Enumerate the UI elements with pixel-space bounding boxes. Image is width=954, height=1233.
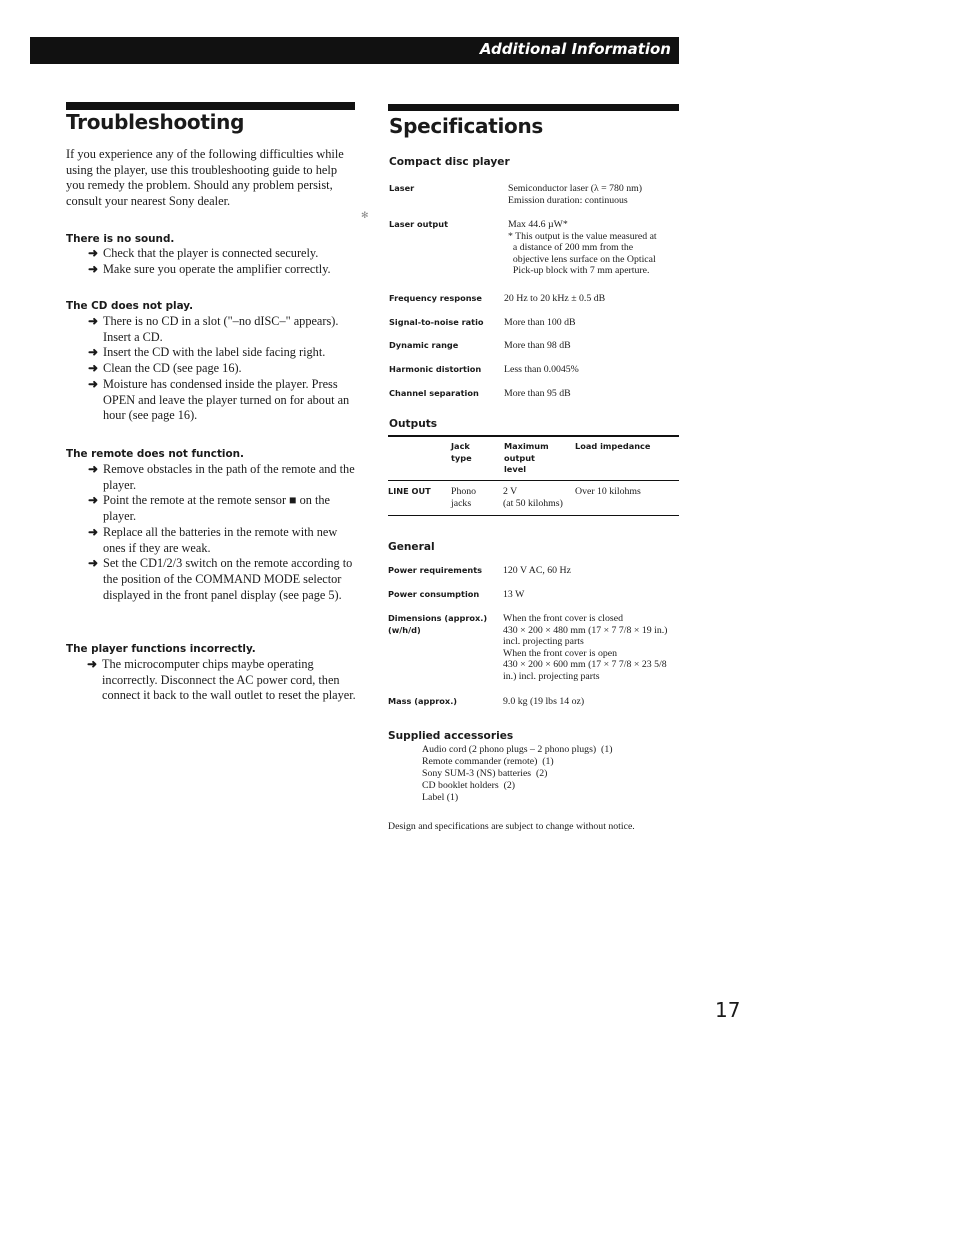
- issue-steps-no-sound: [88, 246, 361, 277]
- arrow-icon: ➜: [88, 462, 99, 476]
- troubleshooting-rule: [66, 102, 355, 110]
- spec-value-snr: More than 100 dB: [504, 317, 576, 328]
- outputs-row-name: LINE OUT: [388, 486, 431, 496]
- cd-player-heading: Compact disc player: [389, 156, 510, 168]
- list-item: ➜ Replace all the batteries in the remote with new ones if they are weak.: [88, 524, 338, 555]
- troubleshooting-intro: If you experience any of the following difficulties while using the player, use this troubleshooting guide to help you remedy the problem. Should any problem persist, consult your nearest Sony dealer.: [66, 147, 344, 208]
- arrow-icon: ➜: [88, 556, 99, 571]
- list-item: ➜ Point the remote at the remote sensor ■ on the player.: [88, 493, 331, 524]
- spec-value-laser: Semiconductor laser (λ = 780 nm) Emission duration: continuous: [508, 183, 643, 206]
- outputs-top-rule: [388, 435, 679, 437]
- outputs-mid-rule: [388, 480, 679, 481]
- section-title: Additional Information: [479, 40, 671, 58]
- issue-heading-functions: The player functions incorrectly.: [66, 643, 256, 655]
- spec-value-dimensions: When the front cover is closed 430 × 200 × 480 mm (17 × 7 7/8 × 19 in.) incl. projecting parts When the front cover is open 430 × 200 × 600 mm (17 × 7 7/8 × 23 5/8 in.) incl. projecting parts: [503, 613, 668, 682]
- list-item: ➜ Set the CD1/2/3 switch on the remote according to the position of the COMMAND MODE selector displayed in the front panel display (see page 5).: [88, 556, 353, 602]
- issue-heading-no-sound: There is no sound.: [66, 233, 175, 245]
- spec-label-power-req: Power requirements: [388, 565, 483, 575]
- specifications-title: Specifications: [389, 114, 544, 138]
- spec-value-harmonic: Less than 0.0045%: [504, 364, 579, 375]
- general-heading: General: [388, 541, 435, 553]
- outputs-bottom-rule: [388, 515, 679, 516]
- arrow-icon: ➜: [87, 657, 98, 671]
- issue-heading-cd-not-play: The CD does not play.: [66, 300, 194, 312]
- outputs-row-jack: Phono jacks: [451, 486, 477, 509]
- troubleshooting-title: Troubleshooting: [66, 110, 245, 134]
- arrow-icon: ➜: [88, 345, 99, 360]
- page-number: 17: [715, 998, 741, 1022]
- outputs-row-level: 2 V (at 50 kilohms): [503, 486, 563, 509]
- spec-label-harmonic: Harmonic distortion: [389, 364, 482, 374]
- spec-label-frequency: Frequency response: [389, 293, 482, 303]
- spec-label-laser-output: Laser output: [389, 219, 449, 229]
- specifications-notice: Design and specifications are subject to change without notice.: [388, 821, 635, 832]
- arrow-icon: ➜: [88, 261, 99, 276]
- list-item: ➜ Moisture has condensed inside the player. Press OPEN and leave the player turned on for about an hour (see page 16).: [88, 376, 350, 423]
- spec-label-mass: Mass (approx.): [388, 696, 458, 706]
- spec-value-laser-output: Max 44.6 µW* * This output is the value measured at a distance of 200 mm from the objective lens surface on the Optical Pick-up block with 7 mm aperture.: [508, 219, 657, 276]
- spec-value-frequency: 20 Hz to 20 kHz ± 0.5 dB: [504, 293, 606, 304]
- list-item: ➜ Check that the player is connected securely.: [88, 246, 319, 260]
- arrow-icon: ➜: [88, 314, 99, 328]
- spec-label-dynamic: Dynamic range: [389, 340, 459, 350]
- spec-label-dimensions: Dimensions (approx.) (w/h/d): [388, 613, 488, 635]
- spec-label-snr: Signal-to-noise ratio: [389, 317, 484, 327]
- spec-value-power-req: 120 V AC, 60 Hz: [503, 565, 571, 576]
- section-banner: [30, 37, 679, 64]
- accessories-heading: Supplied accessories: [388, 730, 514, 742]
- list-item: ➜ Remove obstacles in the path of the remote and the player.: [88, 462, 355, 492]
- spec-value-mass: 9.0 kg (19 lbs 14 oz): [503, 696, 585, 707]
- accessories-list: Audio cord (2 phono plugs – 2 phono plugs) (1) Remote commander (remote) (1) Sony SUM-3 (NS) batteries (2) CD booklet holders (2) Label (1): [422, 744, 613, 803]
- issue-steps-functions: [87, 657, 360, 704]
- list-item: ➜ Insert the CD with the label side facing right.: [88, 345, 326, 360]
- arrow-icon: ➜: [88, 376, 99, 391]
- arrow-icon: ➜: [88, 361, 99, 376]
- arrow-icon: ➜: [88, 493, 99, 508]
- outputs-col-jack: Jack type: [451, 441, 472, 463]
- spec-value-dynamic: More than 98 dB: [504, 340, 571, 351]
- issue-steps-cd-not-play: [88, 314, 361, 424]
- spec-label-power-cons: Power consumption: [388, 589, 480, 599]
- arrow-icon: ➜: [88, 246, 99, 260]
- specifications-rule: [388, 104, 679, 111]
- list-item: ➜ The microcomputer chips maybe operating incorrectly. Disconnect the AC power cord, then connect it back to the wall outlet to reset the player.: [87, 657, 356, 703]
- list-item: ➜ There is no CD in a slot ("–no dISC–" appears). Insert a CD.: [88, 314, 339, 344]
- issue-steps-remote: [88, 462, 361, 603]
- outputs-col-level: Maximum output level: [504, 441, 549, 474]
- outputs-row-impedance: Over 10 kilohms: [575, 486, 641, 497]
- list-item: ➜ Make sure you operate the amplifier correctly.: [88, 261, 331, 276]
- arrow-icon: ➜: [88, 524, 99, 539]
- spec-label-channel: Channel separation: [389, 388, 479, 398]
- spec-label-laser: Laser: [389, 183, 415, 193]
- outputs-col-impedance: Load impedance: [575, 441, 651, 451]
- list-item: ➜ Clean the CD (see page 16).: [88, 361, 242, 376]
- spec-value-power-cons: 13 W: [503, 589, 525, 600]
- spec-value-channel: More than 95 dB: [504, 388, 571, 399]
- scan-speck: ✻: [361, 210, 369, 220]
- issue-heading-remote: The remote does not function.: [66, 448, 244, 460]
- outputs-heading: Outputs: [389, 418, 438, 430]
